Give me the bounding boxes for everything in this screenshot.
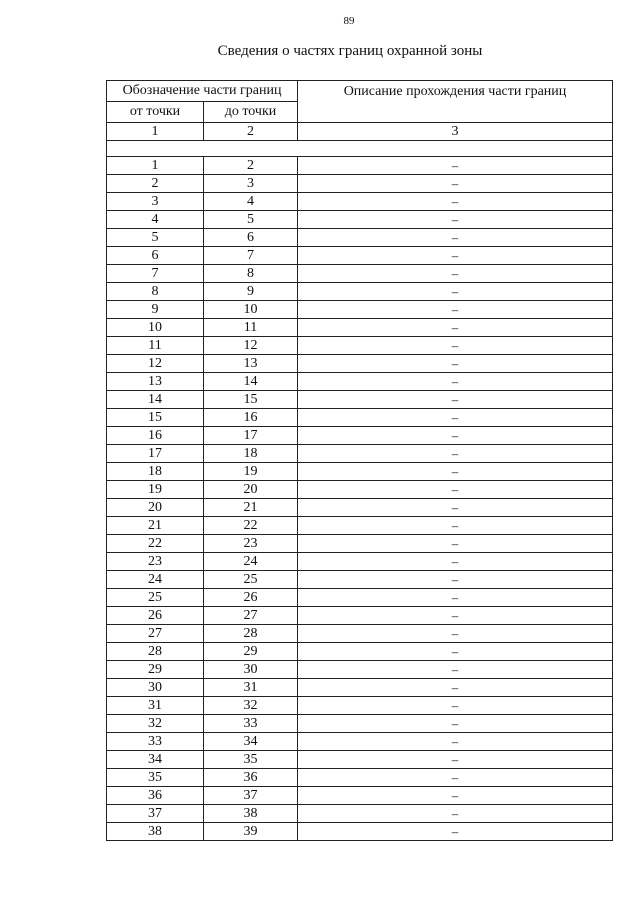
boundary-parts-table <box>106 80 613 841</box>
table-row <box>107 157 613 175</box>
from-point-cell: 29 <box>107 661 204 679</box>
table-row <box>107 769 613 787</box>
table-row <box>107 733 613 751</box>
table-row <box>107 445 613 463</box>
to-point-cell: 33 <box>204 715 298 733</box>
table-row <box>107 211 613 229</box>
from-point-cell: 7 <box>107 265 204 283</box>
to-point-cell: 25 <box>204 571 298 589</box>
from-point-cell: 12 <box>107 355 204 373</box>
table-body <box>107 81 613 841</box>
to-point-cell: 28 <box>204 625 298 643</box>
to-point-cell: 32 <box>204 697 298 715</box>
to-point-cell: 34 <box>204 733 298 751</box>
to-point-cell: 14 <box>204 373 298 391</box>
spacer-row <box>107 141 613 157</box>
from-point-cell: 31 <box>107 697 204 715</box>
to-point-cell: 20 <box>204 481 298 499</box>
from-point-cell: 9 <box>107 301 204 319</box>
description-cell: – <box>298 751 613 769</box>
to-point-cell: 37 <box>204 787 298 805</box>
table-row <box>107 337 613 355</box>
to-point-cell: 19 <box>204 463 298 481</box>
to-point-cell: 10 <box>204 301 298 319</box>
table-row <box>107 427 613 445</box>
table-row <box>107 751 613 769</box>
table-row <box>107 607 613 625</box>
description-cell: – <box>298 175 613 193</box>
description-cell: – <box>298 535 613 553</box>
description-cell: – <box>298 553 613 571</box>
from-point-cell: 13 <box>107 373 204 391</box>
to-point-cell: 27 <box>204 607 298 625</box>
table-row <box>107 373 613 391</box>
description-cell: – <box>298 733 613 751</box>
to-point-cell: 6 <box>204 229 298 247</box>
from-point-cell: 28 <box>107 643 204 661</box>
from-point-cell: 18 <box>107 463 204 481</box>
table-row <box>107 571 613 589</box>
header-to-cell: до точки <box>204 102 298 123</box>
from-point-cell: 6 <box>107 247 204 265</box>
table-row <box>107 409 613 427</box>
to-point-cell: 2 <box>204 157 298 175</box>
description-cell: – <box>298 679 613 697</box>
header-from-cell: от точки <box>107 102 204 123</box>
to-point-cell: 38 <box>204 805 298 823</box>
from-point-cell: 23 <box>107 553 204 571</box>
description-cell: – <box>298 373 613 391</box>
from-point-cell: 4 <box>107 211 204 229</box>
to-point-cell: 30 <box>204 661 298 679</box>
table-row <box>107 517 613 535</box>
from-point-cell: 5 <box>107 229 204 247</box>
from-point-cell: 33 <box>107 733 204 751</box>
from-point-cell: 1 <box>107 157 204 175</box>
table-row <box>107 589 613 607</box>
to-point-cell: 35 <box>204 751 298 769</box>
description-cell: – <box>298 409 613 427</box>
table-row <box>107 265 613 283</box>
to-point-cell: 36 <box>204 769 298 787</box>
to-point-cell: 5 <box>204 211 298 229</box>
description-cell: – <box>298 355 613 373</box>
table-row <box>107 679 613 697</box>
from-point-cell: 16 <box>107 427 204 445</box>
description-cell: – <box>298 787 613 805</box>
to-point-cell: 29 <box>204 643 298 661</box>
to-point-cell: 9 <box>204 283 298 301</box>
from-point-cell: 22 <box>107 535 204 553</box>
from-point-cell: 20 <box>107 499 204 517</box>
table-row <box>107 193 613 211</box>
description-cell: – <box>298 805 613 823</box>
to-point-cell: 31 <box>204 679 298 697</box>
description-cell: – <box>298 301 613 319</box>
to-point-cell: 21 <box>204 499 298 517</box>
from-point-cell: 10 <box>107 319 204 337</box>
to-point-cell: 16 <box>204 409 298 427</box>
table-row <box>107 229 613 247</box>
from-point-cell: 34 <box>107 751 204 769</box>
from-point-cell: 38 <box>107 823 204 841</box>
to-point-cell: 4 <box>204 193 298 211</box>
table-row <box>107 301 613 319</box>
header-row-group <box>107 81 613 102</box>
to-point-cell: 23 <box>204 535 298 553</box>
table-row <box>107 661 613 679</box>
description-cell: – <box>298 625 613 643</box>
table-row <box>107 823 613 841</box>
to-point-cell: 3 <box>204 175 298 193</box>
table-row <box>107 715 613 733</box>
to-point-cell: 26 <box>204 589 298 607</box>
description-cell: – <box>298 193 613 211</box>
description-cell: – <box>298 229 613 247</box>
to-point-cell: 7 <box>204 247 298 265</box>
description-cell: – <box>298 445 613 463</box>
column-number-cell: 2 <box>204 123 298 141</box>
table-row <box>107 499 613 517</box>
table-row <box>107 481 613 499</box>
table-row <box>107 787 613 805</box>
table-row <box>107 805 613 823</box>
from-point-cell: 36 <box>107 787 204 805</box>
from-point-cell: 8 <box>107 283 204 301</box>
page-title: Сведения о частях границ охранной зоны <box>217 43 483 59</box>
to-point-cell: 11 <box>204 319 298 337</box>
to-point-cell: 39 <box>204 823 298 841</box>
description-cell: – <box>298 463 613 481</box>
to-point-cell: 24 <box>204 553 298 571</box>
table-row <box>107 391 613 409</box>
table-row <box>107 463 613 481</box>
description-cell: – <box>298 283 613 301</box>
description-cell: – <box>298 211 613 229</box>
table-row <box>107 283 613 301</box>
from-point-cell: 14 <box>107 391 204 409</box>
page-number: 89 <box>343 15 355 27</box>
table-row <box>107 535 613 553</box>
description-cell: – <box>298 247 613 265</box>
description-cell: – <box>298 607 613 625</box>
description-cell: – <box>298 571 613 589</box>
column-number-row <box>107 123 613 141</box>
description-cell: – <box>298 697 613 715</box>
to-point-cell: 15 <box>204 391 298 409</box>
description-cell: – <box>298 319 613 337</box>
from-point-cell: 30 <box>107 679 204 697</box>
spacer-cell <box>107 141 613 157</box>
description-cell: – <box>298 823 613 841</box>
to-point-cell: 8 <box>204 265 298 283</box>
column-number-cell: 1 <box>107 123 204 141</box>
header-group-cell: Обозначение части границ <box>107 81 298 102</box>
description-cell: – <box>298 715 613 733</box>
from-point-cell: 27 <box>107 625 204 643</box>
from-point-cell: 37 <box>107 805 204 823</box>
to-point-cell: 18 <box>204 445 298 463</box>
table-row <box>107 355 613 373</box>
header-description-cell: Описание прохождения части границ <box>298 81 613 123</box>
to-point-cell: 17 <box>204 427 298 445</box>
description-cell: – <box>298 157 613 175</box>
from-point-cell: 11 <box>107 337 204 355</box>
from-point-cell: 15 <box>107 409 204 427</box>
from-point-cell: 25 <box>107 589 204 607</box>
description-cell: – <box>298 337 613 355</box>
to-point-cell: 12 <box>204 337 298 355</box>
from-point-cell: 19 <box>107 481 204 499</box>
description-cell: – <box>298 499 613 517</box>
from-point-cell: 17 <box>107 445 204 463</box>
description-cell: – <box>298 517 613 535</box>
from-point-cell: 26 <box>107 607 204 625</box>
table-row <box>107 319 613 337</box>
description-cell: – <box>298 589 613 607</box>
table-row <box>107 553 613 571</box>
from-point-cell: 24 <box>107 571 204 589</box>
description-cell: – <box>298 661 613 679</box>
description-cell: – <box>298 265 613 283</box>
column-number-cell: 3 <box>298 123 613 141</box>
table-row <box>107 643 613 661</box>
to-point-cell: 22 <box>204 517 298 535</box>
from-point-cell: 21 <box>107 517 204 535</box>
description-cell: – <box>298 769 613 787</box>
description-cell: – <box>298 643 613 661</box>
table-row <box>107 625 613 643</box>
from-point-cell: 2 <box>107 175 204 193</box>
from-point-cell: 32 <box>107 715 204 733</box>
table-row <box>107 175 613 193</box>
table-row <box>107 247 613 265</box>
table-row <box>107 697 613 715</box>
from-point-cell: 3 <box>107 193 204 211</box>
description-cell: – <box>298 481 613 499</box>
description-cell: – <box>298 427 613 445</box>
description-cell: – <box>298 391 613 409</box>
from-point-cell: 35 <box>107 769 204 787</box>
to-point-cell: 13 <box>204 355 298 373</box>
